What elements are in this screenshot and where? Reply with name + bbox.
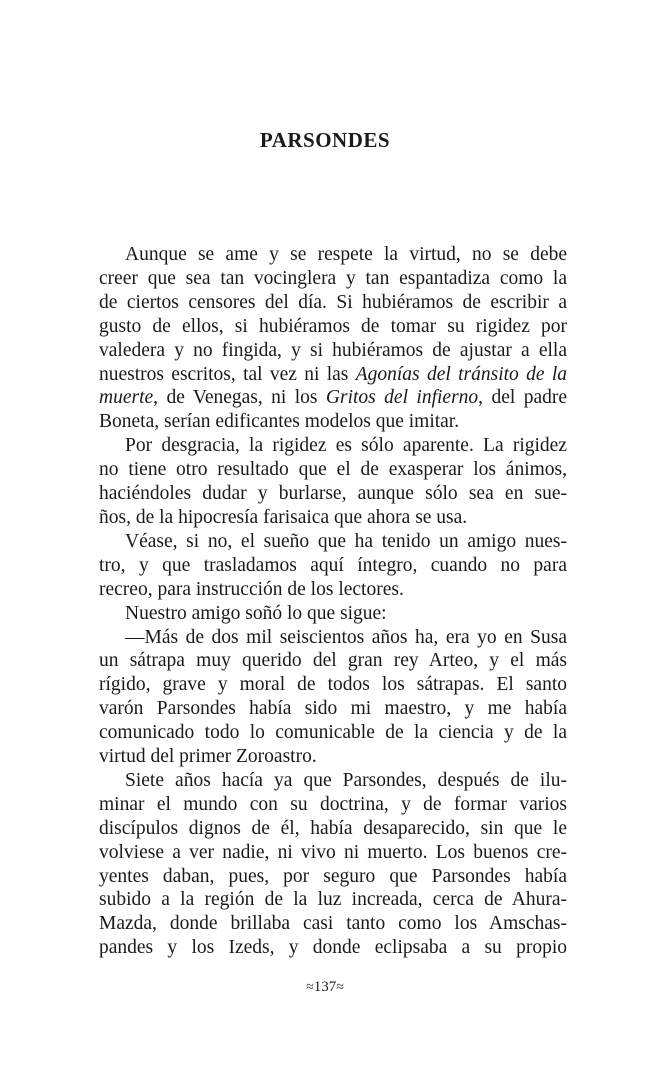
text-line-mixed [99, 386, 567, 410]
text-line: ños, de la hipocresía farisaica que ahora se usa. [99, 506, 468, 528]
text-line: —Más de dos mil seiscientos años ha, era yo en Susa [125, 626, 567, 648]
text-line: pandes y los Izeds, y donde eclipsaba a su propio [99, 937, 567, 959]
text-line: minar el mundo con su doctrina, y de formar varios [99, 793, 567, 815]
italic-run: Agonías del tránsito de la [355, 363, 567, 385]
text-line: Aunque se ame y se respete la virtud, no se debe [125, 244, 567, 265]
text-line: rígido, grave y moral de todos los sátrapas. El santo [99, 674, 567, 696]
text-line: yentes daban, pues, por seguro que Parsondes había [99, 865, 567, 887]
text-line: Véase, si no, el sueño que ha tenido un amigo nues- [125, 530, 567, 552]
text-line: Siete años hacía ya que Parsondes, después de ilu- [125, 769, 567, 791]
text-line: Nuestro amigo soñó lo que sigue: [125, 602, 387, 624]
text-line: varón Parsondes había sido mi maestro, y me había [99, 698, 567, 720]
chapter-title: PARSONDES [259, 128, 391, 152]
text-line-mixed [99, 363, 567, 387]
text-line: gusto de ellos, si hubiéramos de tomar su rigidez por [99, 315, 567, 337]
text-line: Mazda, donde brillaba casi tanto como los Amschas- [99, 913, 567, 935]
text-line: subido a la región de la luz increada, cerca de Ahura- [99, 889, 567, 911]
text-line: creer que sea tan vocinglera y tan espantadiza como la [99, 267, 567, 289]
text-line: recreo, para instrucción de los lectores. [99, 578, 404, 600]
text-run: , de Venegas, ni los [153, 387, 326, 409]
italic-run: muerte [99, 387, 154, 409]
text-line: de ciertos censores del día. Si hubiéramos de escribir a [99, 291, 567, 313]
text-line: valedera y no fingida, y si hubiéramos de ajustar a ella [99, 339, 567, 361]
text-line: haciéndoles dudar y burlarse, aunque sólo sea en sue- [99, 483, 567, 505]
text-run: , del padre [478, 387, 567, 409]
left-ornament-icon: ≈ [306, 980, 314, 995]
text-line: un sátrapa muy querido del gran rey Arteo, y el más [99, 650, 567, 672]
right-ornament-icon: ≈ [336, 980, 344, 995]
text-line: discípulos dignos de él, había desaparecido, sin que le [99, 817, 567, 839]
body-text [99, 243, 567, 960]
text-line: virtud del primer Zoroastro. [99, 746, 317, 768]
text-line: Boneta, serían edificantes modelos que imitar. [99, 411, 460, 433]
page-number [0, 979, 650, 996]
text-run: nuestros escritos, tal vez ni las [99, 363, 356, 385]
text-line: tro, y que trasladamos aquí íntegro, cuando no para [99, 554, 567, 576]
italic-run: Gritos del infierno [325, 387, 479, 409]
text-line: no tiene otro resultado que el de exasperar los ánimos, [99, 459, 567, 481]
text-line: Por desgracia, la rigidez es sólo aparente. La rigidez [125, 435, 567, 457]
page-number-value: 137 [313, 979, 337, 995]
text-line: comunicado todo lo comunicable de la ciencia y de la [99, 722, 567, 744]
text-line: volviese a ver nadie, ni vivo ni muerto. Los buenos cre- [99, 841, 567, 863]
